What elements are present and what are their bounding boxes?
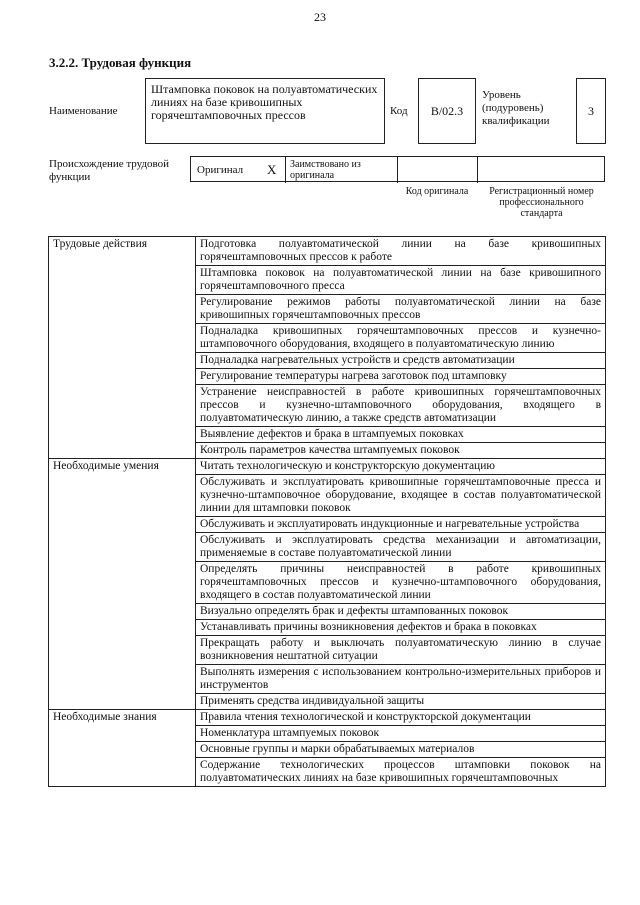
section-cell — [49, 324, 196, 353]
section-cell — [49, 665, 196, 694]
table-row — [49, 604, 606, 620]
section-title-cell: Необходимые умения — [49, 459, 196, 475]
section-cell — [49, 533, 196, 562]
table-row — [49, 475, 606, 517]
table-row — [49, 710, 606, 726]
table-row — [49, 459, 606, 475]
level-label: Уровень (подуровень) квалификации — [482, 89, 550, 127]
section-cell — [49, 517, 196, 533]
list-item: Номенклатура штампуемых поковок — [196, 726, 606, 742]
section-cell — [49, 742, 196, 758]
list-item: Контроль параметров качества штампуемых поковок — [196, 443, 606, 459]
section-cell — [49, 295, 196, 324]
list-item: Определять причины неисправностей в работе кривошипных горячештамповочных прессов и кузнечно-штамповочного оборудования, входящего в состав полуавтоматической линии — [196, 562, 606, 604]
section-cell — [49, 726, 196, 742]
list-item: Штамповка поковок на полуавтоматической линии на базе кривошипного горячештамповочного пресса — [196, 266, 606, 295]
table-row — [49, 758, 606, 787]
section-cell — [49, 266, 196, 295]
reg-number-cell — [478, 157, 604, 183]
table-row — [49, 726, 606, 742]
function-details-table — [48, 236, 606, 787]
table-row — [49, 369, 606, 385]
list-item: Правила чтения технологической и конструкторской документации — [196, 710, 606, 726]
list-item: Регулирование температуры нагрева заготовок под штамповку — [196, 369, 606, 385]
section-title: 3.2.2. Трудовая функция — [49, 55, 192, 70]
origin-label: Происхождение трудовой функции — [49, 158, 170, 183]
table-row — [49, 620, 606, 636]
list-item: Выполнять измерения с использованием контрольно-измерительных приборов и инструментов — [196, 665, 606, 694]
function-name-box: Штамповка поковок на полуавтоматических линиях на базе кривошипных горячештамповочных прессов — [145, 78, 385, 144]
section-title-cell: Трудовые действия — [49, 237, 196, 266]
list-item: Основные группы и марки обрабатываемых материалов — [196, 742, 606, 758]
original-mark: X — [267, 162, 277, 177]
list-item: Обслуживать и эксплуатировать кривошипные горячештамповочные пресса и кузнечно-штамповочное оборудование, входящее в состав полуавтоматической линии для штамповки поковок — [196, 475, 606, 517]
section-cell — [49, 427, 196, 443]
table-row — [49, 636, 606, 665]
level-value: 3 — [588, 103, 594, 118]
list-item: Обслуживать и эксплуатировать индукционные и нагревательные устройства — [196, 517, 606, 533]
section-cell — [49, 758, 196, 787]
section-cell — [49, 475, 196, 517]
section-cell — [49, 636, 196, 665]
table-row — [49, 295, 606, 324]
table-row — [49, 517, 606, 533]
origin-row — [190, 156, 605, 182]
list-item: Устранение неисправностей в работе кривошипных горячештамповочных прессов и кузнечно-штамповочного оборудования, входящего в полуавтоматическую линию, а также средств автоматизации — [196, 385, 606, 427]
list-item: Регулирование режимов работы полуавтоматической линии на базе кривошипных горячештамповочных прессов — [196, 295, 606, 324]
code-caption: Код оригинала — [405, 186, 469, 197]
name-label: Наименование — [49, 105, 118, 117]
list-item: Выявление дефектов и брака в штампуемых поковках — [196, 427, 606, 443]
reg-caption: Регистрационный номер профессионального стандарта — [489, 186, 594, 219]
table-row — [49, 665, 606, 694]
origin-code-cell — [398, 157, 478, 183]
section-cell — [49, 604, 196, 620]
section-cell — [49, 694, 196, 710]
list-item: Подготовка полуавтоматической линии на базе кривошипных горячештамповочных прессов к работе — [196, 237, 606, 266]
code-label: Код — [390, 105, 408, 117]
list-item: Читать технологическую и конструкторскую документацию — [196, 459, 606, 475]
section-cell — [49, 353, 196, 369]
code-box — [418, 78, 476, 144]
table-row — [49, 324, 606, 353]
section-title-cell: Необходимые знания — [49, 710, 196, 726]
list-item: Подналадка кривошипных горячештамповочных прессов и кузнечно-штамповочного оборудования, входящего в полуавтоматическую линию — [196, 324, 606, 353]
list-item: Подналадка нагревательных устройств и средств автоматизации — [196, 353, 606, 369]
table-row — [49, 385, 606, 427]
list-item: Прекращать работу и выключать полуавтоматическую линию в случае возникновения нештатной ситуации — [196, 636, 606, 665]
table-row — [49, 562, 606, 604]
table-row — [49, 533, 606, 562]
code-value: B/02.3 — [430, 103, 464, 118]
original-cell — [191, 157, 286, 183]
section-cell — [49, 620, 196, 636]
section-cell — [49, 385, 196, 427]
borrowed-cell — [286, 157, 398, 183]
list-item: Устанавливать причины возникновения дефектов и брака в поковках — [196, 620, 606, 636]
list-item: Применять средства индивидуальной защиты — [196, 694, 606, 710]
table-row — [49, 742, 606, 758]
section-cell — [49, 369, 196, 385]
list-item: Обслуживать и эксплуатировать средства механизации и автоматизации, применяемые в составе полуавтоматической линии — [196, 533, 606, 562]
table-row — [49, 353, 606, 369]
level-box — [576, 78, 606, 144]
table-row — [49, 443, 606, 459]
table-row — [49, 237, 606, 266]
table-row — [49, 694, 606, 710]
borrowed-label: Заимствовано из оригинала — [290, 159, 361, 181]
section-cell — [49, 562, 196, 604]
list-item: Содержание технологических процессов штамповки поковок на полуавтоматических линиях на базе кривошипных горячештамповочных — [196, 758, 606, 787]
section-cell — [49, 443, 196, 459]
table-row — [49, 266, 606, 295]
table-row — [49, 427, 606, 443]
page-number: 23 — [314, 10, 326, 24]
original-label: Оригинал — [197, 164, 244, 176]
list-item: Визуально определять брак и дефекты штампованных поковок — [196, 604, 606, 620]
